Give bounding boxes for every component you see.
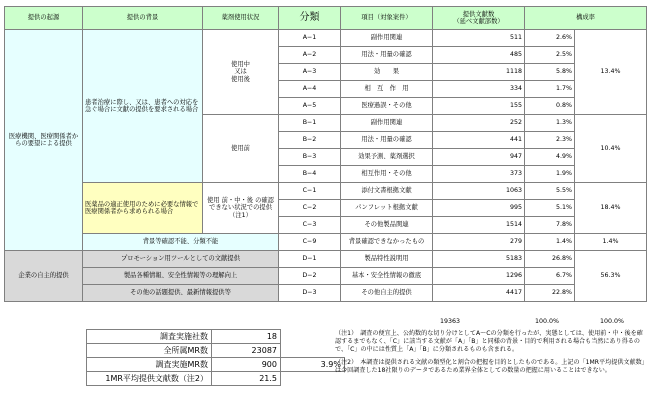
row-pct: 7.8% [525,217,575,234]
row-item: 用法・用量の確認 [341,47,433,64]
header-category: 分類 [279,7,341,30]
header-item: 項目（対象案件） [341,7,433,30]
row-count: 1063 [433,183,525,200]
background-c9: 背景等確認不能、分類不能 [83,234,279,251]
row-item: 効果予測、薬剤選択 [341,149,433,166]
summary-label: 全所属MR数 [87,344,212,358]
row-code: C−9 [279,234,341,251]
background-d3: その他の話題提供、最新情報提供等 [83,285,279,302]
row-count: 485 [433,47,525,64]
literature-table [4,6,647,302]
row-count: 334 [433,81,525,98]
notes [335,330,647,380]
row-item: 添付文書根拠文献 [341,183,433,200]
row-item: 副作用関連 [341,115,433,132]
row-item: 医療過誤・その他 [341,98,433,115]
row-pct: 5.5% [525,183,575,200]
survey-summary-table [86,329,345,386]
row-code: A−4 [279,81,341,98]
usage-c: 使用 前・中・後 の確認できない状況での提供 （注1） [203,183,279,234]
header-row [5,7,647,30]
summary-row [87,372,345,386]
rate-d: 56.3% [575,251,647,302]
table-row [5,234,647,251]
origin-company: 企業の自主的提供 [5,251,83,302]
row-count: 995 [433,200,525,217]
row-pct: 2.6% [525,30,575,47]
row-pct: 2.5% [525,47,575,64]
row-code: B−4 [279,166,341,183]
row-count: 373 [433,166,525,183]
rate-a: 13.4% [575,30,647,115]
summary-value: 900 [212,358,281,372]
row-pct: 2.3% [525,132,575,149]
row-pct: 4.9% [525,149,575,166]
background-d1: プロモーション用ツールとしての文献提供 [83,251,279,268]
row-item: その他自主的提供 [341,285,433,302]
row-code: B−2 [279,132,341,149]
row-pct: 22.8% [525,285,575,302]
total-count: 19363 [440,318,461,325]
total-rate: 100.0% [600,318,625,325]
row-count: 155 [433,98,525,115]
row-item: パンフレット根拠文献 [341,200,433,217]
usage-a: 使用中 又は 使用後 [203,30,279,115]
summary-row [87,344,345,358]
row-item: 副作用関連 [341,30,433,47]
usage-b: 使用前 [203,115,279,183]
summary-row [87,330,345,344]
rate-c9: 1.4% [575,234,647,251]
row-item: 基本・安全性情報の徹底 [341,268,433,285]
row-code: B−1 [279,115,341,132]
table-row [5,183,647,200]
summary-label: 調査実施社数 [87,330,212,344]
row-pct: 1.4% [525,234,575,251]
row-item: 用法・用量の確認 [341,132,433,149]
row-pct: 1.9% [525,166,575,183]
summary-pct: 3.9% [281,358,345,372]
row-code: C−2 [279,200,341,217]
row-count: 279 [433,234,525,251]
table-row [5,251,647,268]
note-1: （注1） 調査の便宜上、公約数的な切り分けとしてA〜Cの分類を行ったが、実態としては、使用前・中・後を確認するまでもなく、「C」に該当する文献が「A」「B」と同様の背景・目的で利用される場合も当然にあり得るので、「C」の中には性質上「A」「B」に分類されるものも含まれる。 [335,330,643,353]
summary-value: 23087 [212,344,281,358]
table-row [5,285,647,302]
total-pct: 100.0% [535,318,560,325]
row-item: 背景確認できなかったもの [341,234,433,251]
row-code: B−3 [279,149,341,166]
header-usage: 薬剤使用状況 [203,7,279,30]
row-count: 1296 [433,268,525,285]
header-origin: 提供の起源 [5,7,83,30]
rate-c: 18.4% [575,183,647,234]
row-pct: 5.8% [525,64,575,81]
row-item: 製品特性説明用 [341,251,433,268]
summary-value: 18 [212,330,281,344]
summary-row [87,358,345,372]
row-pct: 1.3% [525,115,575,132]
table-row [5,30,647,47]
row-code: C−1 [279,183,341,200]
row-pct: 5.1% [525,200,575,217]
row-count: 947 [433,149,525,166]
header-ratio: 構成率 [525,7,647,30]
row-count: 252 [433,115,525,132]
row-count: 5183 [433,251,525,268]
header-background: 提供の背景 [83,7,203,30]
row-count: 511 [433,30,525,47]
row-count: 1514 [433,217,525,234]
row-code: C−3 [279,217,341,234]
row-pct: 0.8% [525,98,575,115]
row-count: 441 [433,132,525,149]
background-ab: 患者治療に際し、又は、患者への対応を急ぐ場合に文献の提供を要求される場合 [83,30,203,183]
note-2: （注2） 本調査は提供される文献の類型化と割合の把握を目的としたものである。上記の「1MR平均提供文献数」は今回調査した18社限りのデータであるため業界全体としての数量の把握に用いることはできない。 [335,359,645,374]
row-pct: 26.8% [525,251,575,268]
background-c: 医薬品の適正使用のために必要な情報で医療関係者から求められる場合 [83,183,203,234]
row-item: その他製品関連 [341,217,433,234]
row-item: 効 果 [341,64,433,81]
row-code: D−1 [279,251,341,268]
row-item: 相 互 作 用 [341,81,433,98]
summary-label: 調査実施MR数 [87,358,212,372]
row-code: D−3 [279,285,341,302]
row-pct: 1.7% [525,81,575,98]
rate-b: 10.4% [575,115,647,183]
row-item: 相互作用・その他 [341,166,433,183]
row-code: A−1 [279,30,341,47]
row-code: D−2 [279,268,341,285]
row-code: A−3 [279,64,341,81]
table-row [5,268,647,285]
row-pct: 6.7% [525,268,575,285]
header-count: 提供文献数 （延べ文献部数） [433,7,525,30]
row-code: A−2 [279,47,341,64]
row-count: 4417 [433,285,525,302]
row-count: 1118 [433,64,525,81]
row-code: A−5 [279,98,341,115]
summary-value: 21.5 [212,372,281,386]
origin-medical: 医療機関、医療関係者からの要望による提供 [5,30,83,251]
summary-label: 1MR平均提供文献数（注2） [87,372,212,386]
background-d2: 製品各種情報、安全性情報等の理解向上 [83,268,279,285]
